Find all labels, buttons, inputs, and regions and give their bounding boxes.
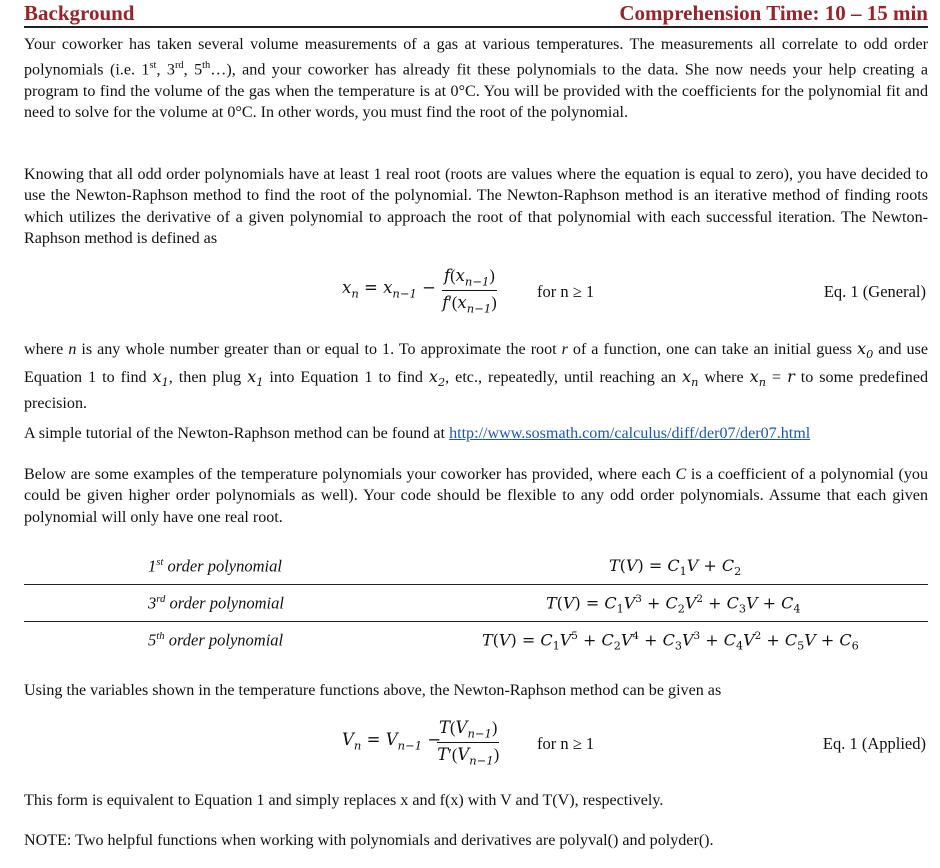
equation-applied-lhs: $V_n = V_{n-1}$ − [342,730,442,753]
polynomial-row-3 [24,622,928,659]
equation-general [24,266,928,326]
section-title: Background [24,1,135,25]
paragraph-5: Below are some examples of the temperature polynomials your coworker has provided, where each C is a coefficient of a polynomial (you could be given higher order polynomials as well). Your code should be flexible to any odd order polynomials. Assume that each given polynomial will only have one real root. [24,466,928,526]
paragraph-tutorial [24,423,928,444]
tutorial-text: A simple tutorial of the Newton-Raphson method can be found at [24,425,450,442]
tutorial-link[interactable]: http://www.sosmath.com/calculus/diff/der07/der07.html [449,425,811,442]
paragraph-2: Knowing that all odd order polynomials have at least 1 real root (roots are values where the equation is equal to zero), you have decided to use the Newton-Raphson method to find the root of the polynomial. The Newton-Raphson method is an iterative method of finding roots which utilizes the derivative of a given polynomial to approach the root of that polynomial with each successful iteration. The Newton-Raphson method is defined as [24,166,928,247]
equation-applied-fraction: $\frac{T(V_{n-1})}{T'(V_{n-1})}$ [437,718,500,768]
paragraph-iteration [24,338,928,414]
document-page [24,0,929,849]
equation-general-fraction: $\frac{f(x_{n-1})}{f'(x_{n-1})}$ [442,266,497,316]
paragraph-applied-intro [24,680,928,701]
paragraph-7: This form is equivalent to Equation 1 and simply replaces x and f(x) with V and T(V), respectively. [24,792,664,809]
comprehension-time: Comprehension Time: 10 – 15 min [619,1,928,25]
paragraph-equivalence [24,790,928,811]
paragraph-6: Using the variables shown in the temperature functions above, the Newton-Raphson method can be given as [24,682,722,699]
polynomial-order-1: 1st order polynomial [148,556,282,576]
equation-applied-label: Eq. 1 (Applied) [822,734,926,753]
paragraph-1: Your coworker has taken several volume measurements of a gas at various temperatures. The measurements all correlate to odd order polynomials (i.e. 1st, 3rd, 5th…), and your coworker has already fit these polynomials to the data. She now needs your help creating a program to find the volume of the gas when the temperature is at 0°C. You will be provided with the coefficients for the polynomial fit and need to solve for the volume at 0°C. In other words, you must find the root of the polynomial. [24,36,929,122]
polynomial-formula-3: $T(V) = C_1V^3 + C_2V^2 + C_3V + C_4$ [546,593,801,616]
equation-general-condition: for n ≥ 1 [537,282,595,301]
equation-general-label: Eq. 1 (General) [823,282,926,301]
paragraph-4 [24,423,928,444]
polynomial-row-2 [24,585,928,622]
polynomial-row-1 [24,548,928,585]
equation-applied [24,718,928,778]
paragraph-note [24,830,928,851]
paragraph-examples [24,464,928,528]
section-header [24,0,928,28]
paragraph-intro [24,34,928,124]
polynomial-formula-1: $T(V) = C_1V + C_2$ [609,556,742,579]
polynomial-formula-5: $T(V) = C_1V^5 + C_2V^4 + C_3V^3 + C_4V^2 + C_5V + C_6$ [482,630,859,653]
paragraph-8: NOTE: Two helpful functions when working with polynomials and derivatives are polyval() and polyder(). [24,832,714,849]
equation-general-lhs: $x_n = x_{n-1}$ − [342,278,436,301]
paragraph-method [24,164,928,249]
equation-applied-condition: for n ≥ 1 [537,734,595,753]
polynomial-order-5: 5th order polynomial [148,630,284,650]
polynomial-order-3: 3rd order polynomial [148,593,284,613]
paragraph-3: where n is any whole number greater than or equal to 1. To approximate the root r of a function, one can take an initial guess $x_0$ and use Equation 1 to find $x_1$, then plug $x_1$ into Equation 1 to find $x_2$, etc., repeatedly, until reaching an $x_n$ where $x_n = r$ to some predefined precision. [24,339,929,413]
